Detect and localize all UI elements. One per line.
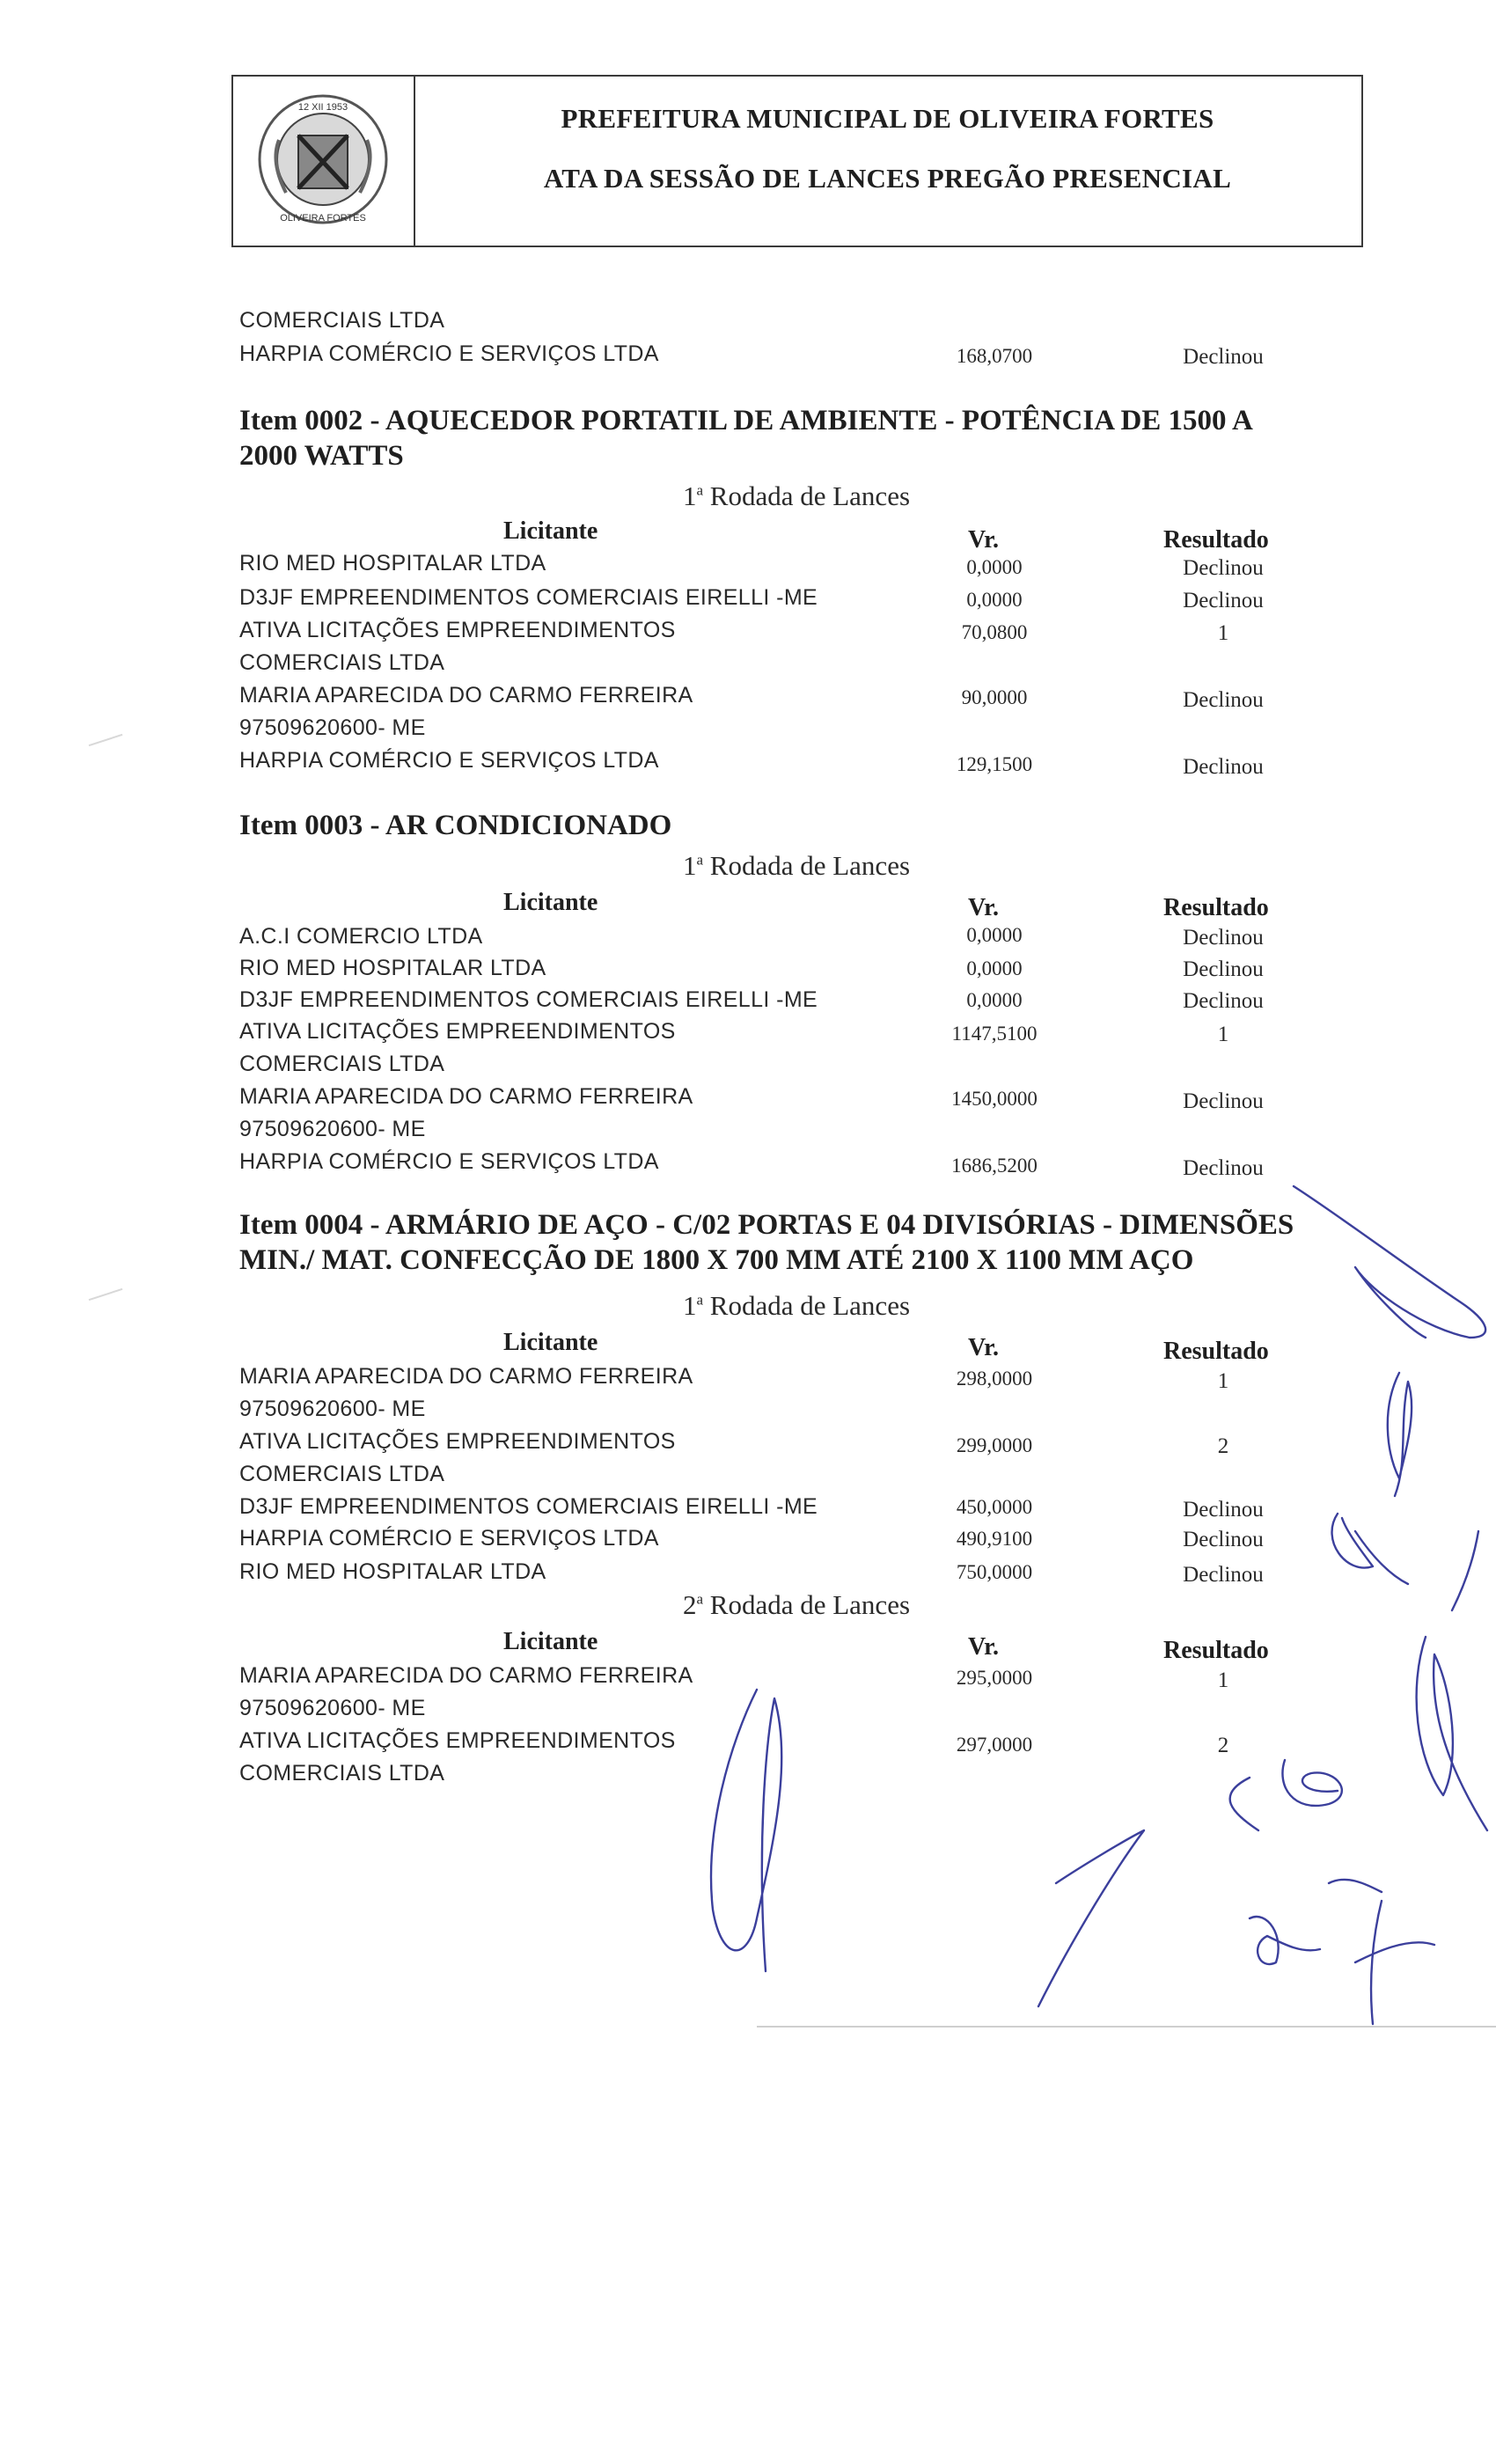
resultado-value: Declinou <box>1183 1498 1264 1522</box>
bid-row <box>0 1019 1496 1076</box>
vr-value: 0,0000 <box>966 989 1023 1011</box>
bid-row <box>0 585 1496 612</box>
licitante-name: D3JF EMPREENDIMENTOS COMERCIAIS EIRELLI -ME <box>239 987 818 1012</box>
logo-cell <box>233 77 415 246</box>
resultado-value: 1 <box>1217 1369 1229 1393</box>
licitante-name: HARPIA COMÉRCIO E SERVIÇOS LTDA <box>239 1149 659 1174</box>
vr-value: 1686,5200 <box>951 1155 1038 1177</box>
licitante-name: MARIA APARECIDA DO CARMO FERREIRA 97509620600- ME <box>239 683 693 740</box>
bid-row <box>0 1364 1496 1421</box>
licitante-name: ATIVA LICITAÇÕES EMPREENDIMENTOS COMERCIAIS LTDA <box>239 618 676 675</box>
header-vr: Vr. <box>968 1633 999 1661</box>
rodada-label: 2$^a$ Rodada de Lances <box>682 1589 911 1620</box>
item-title <box>239 1207 1322 1278</box>
header-resultado: Resultado <box>1163 894 1269 921</box>
carry-row <box>0 308 1496 334</box>
bid-row <box>0 551 1496 580</box>
resultado-value: 1 <box>1217 621 1229 645</box>
header-licitante: Licitante <box>503 517 598 545</box>
licitante-name: MARIA APARECIDA DO CARMO FERREIRA 97509620600- ME <box>239 1663 693 1720</box>
vr-value: 0,0000 <box>966 957 1023 979</box>
resultado-value: Declinou <box>1183 1089 1264 1113</box>
bid-row <box>0 987 1496 1014</box>
item-title-line2: 2000 WATTS <box>239 440 404 472</box>
bid-row <box>0 1149 1496 1180</box>
resultado-value: Declinou <box>1183 1563 1264 1587</box>
header-vr: Vr. <box>968 526 999 554</box>
vr-value: 450,0000 <box>956 1496 1033 1518</box>
signature-stroke <box>1230 1778 1258 1830</box>
header-resultado: Resultado <box>1163 526 1269 554</box>
bid-row <box>0 1559 1496 1586</box>
licitante-name: HARPIA COMÉRCIO E SERVIÇOS LTDA <box>239 341 659 366</box>
vr-value: 0,0000 <box>966 924 1023 946</box>
licitante-name: MARIA APARECIDA DO CARMO FERREIRA 97509620600- ME <box>239 1084 693 1141</box>
header-title: PREFEITURA MUNICIPAL DE OLIVEIRA FORTES <box>561 103 1214 134</box>
bid-row <box>0 1526 1496 1552</box>
licitante-name: RIO MED HOSPITALAR LTDA <box>239 551 546 576</box>
bid-row <box>0 748 1496 779</box>
vr-value: 750,0000 <box>956 1561 1033 1583</box>
signature-stroke <box>1038 1830 1144 2006</box>
signature-stroke <box>1282 1760 1341 1806</box>
vr-value: 0,0000 <box>966 589 1023 611</box>
resultado-value: 2 <box>1217 1734 1229 1757</box>
municipal-seal-logo <box>253 87 393 232</box>
bid-row <box>0 924 1496 950</box>
resultado-value: Declinou <box>1183 1528 1264 1551</box>
bid-row <box>0 1084 1496 1141</box>
header-vr: Vr. <box>968 894 999 921</box>
bid-row <box>0 683 1496 740</box>
vr-value: 295,0000 <box>956 1667 1033 1689</box>
item-title <box>239 808 1322 843</box>
licitante-name: ATIVA LICITAÇÕES EMPREENDIMENTOS COMERCIAIS LTDA <box>239 1728 676 1786</box>
header-licitante: Licitante <box>503 889 598 916</box>
bid-row <box>0 1663 1496 1720</box>
vr-value: 299,0000 <box>956 1434 1033 1456</box>
rodada-label: 1$^a$ Rodada de Lances <box>682 850 911 881</box>
resultado-value: 2 <box>1217 1434 1229 1458</box>
licitante-name: ATIVA LICITAÇÕES EMPREENDIMENTOS COMERCIAIS LTDA <box>239 1429 676 1486</box>
svg-text:OLIVEIRA FORTES: OLIVEIRA FORTES <box>280 213 366 224</box>
vr-value: 490,9100 <box>956 1528 1033 1550</box>
vr-value: 297,0000 <box>956 1734 1033 1756</box>
resultado-value: Declinou <box>1183 926 1264 950</box>
item-title-line1: Item 0003 - AR CONDICIONADO <box>239 810 672 841</box>
rodada-label: 1$^a$ Rodada de Lances <box>682 480 911 511</box>
licitante-name: D3JF EMPREENDIMENTOS COMERCIAIS EIRELLI -ME <box>239 1494 818 1519</box>
licitante-name: ATIVA LICITAÇÕES EMPREENDIMENTOS COMERCIAIS LTDA <box>239 1019 676 1076</box>
vr-value: 168,0700 <box>956 345 1033 367</box>
bid-row <box>0 618 1496 675</box>
bid-row <box>0 956 1496 982</box>
item-title <box>239 403 1322 473</box>
header-box <box>231 75 1363 247</box>
vr-value: 1450,0000 <box>951 1088 1038 1110</box>
resultado-value: Declinou <box>1183 688 1264 712</box>
resultado-value: Declinou <box>1183 1156 1264 1180</box>
licitante-name: RIO MED HOSPITALAR LTDA <box>239 1559 546 1584</box>
svg-text:12 XII 1953: 12 XII 1953 <box>297 102 348 113</box>
resultado-value: Declinou <box>1183 556 1264 580</box>
resultado-value: 1 <box>1217 1668 1229 1692</box>
item-title-line1: Item 0002 - AQUECEDOR PORTATIL DE AMBIENTE - POTÊNCIA DE 1500 A <box>239 405 1253 436</box>
bid-row <box>0 1494 1496 1521</box>
scan-mark <box>89 734 123 746</box>
header-licitante: Licitante <box>503 1329 598 1356</box>
bid-row <box>0 1429 1496 1486</box>
resultado-value: Declinou <box>1183 755 1264 779</box>
licitante-name: A.C.I COMERCIO LTDA <box>239 924 483 949</box>
header-subtitle: ATA DA SESSÃO DE LANCES PREGÃO PRESENCIAL <box>543 163 1232 194</box>
item-title-line1: Item 0004 - ARMÁRIO DE AÇO - C/02 PORTAS E 04 DIVISÓRIAS - DIMENSÕES <box>239 1209 1294 1241</box>
licitante-name: RIO MED HOSPITALAR LTDA <box>239 956 546 980</box>
licitante-name: MARIA APARECIDA DO CARMO FERREIRA 97509620600- ME <box>239 1364 693 1421</box>
resultado-value: Declinou <box>1183 989 1264 1013</box>
resultado-value: Declinou <box>1183 589 1264 612</box>
resultado-value: Declinou <box>1183 345 1264 369</box>
signature-stroke <box>1355 1901 1434 2024</box>
header-resultado: Resultado <box>1163 1637 1269 1664</box>
scan-edge-line <box>757 2026 1496 2028</box>
resultado-value: Declinou <box>1183 957 1264 981</box>
vr-value: 298,0000 <box>956 1368 1033 1390</box>
header-vr: Vr. <box>968 1334 999 1361</box>
licitante-name: D3JF EMPREENDIMENTOS COMERCIAIS EIRELLI -ME <box>239 585 818 610</box>
licitante-name: HARPIA COMÉRCIO E SERVIÇOS LTDA <box>239 748 659 773</box>
item-title-line2: MIN./ MAT. CONFECÇÃO DE 1800 X 700 MM ATÉ 2100 X 1100 MM AÇO <box>239 1244 1194 1276</box>
signature-stroke <box>1250 1917 1320 1964</box>
resultado-value: 1 <box>1217 1023 1229 1046</box>
carry-row <box>0 341 1496 368</box>
vr-value: 90,0000 <box>961 686 1028 708</box>
vr-value: 0,0000 <box>966 556 1023 578</box>
signature-stroke <box>1329 1880 1382 1892</box>
bid-row <box>0 1728 1496 1786</box>
licitante-name: HARPIA COMÉRCIO E SERVIÇOS LTDA <box>239 1526 659 1551</box>
vr-value: 129,1500 <box>956 753 1033 775</box>
header-resultado: Resultado <box>1163 1338 1269 1365</box>
header-licitante: Licitante <box>503 1628 598 1655</box>
vr-value: 1147,5100 <box>951 1023 1038 1045</box>
rodada-label: 1$^a$ Rodada de Lances <box>682 1290 911 1321</box>
vr-value: 70,0800 <box>961 621 1028 643</box>
licitante-name: COMERCIAIS LTDA <box>239 308 445 333</box>
